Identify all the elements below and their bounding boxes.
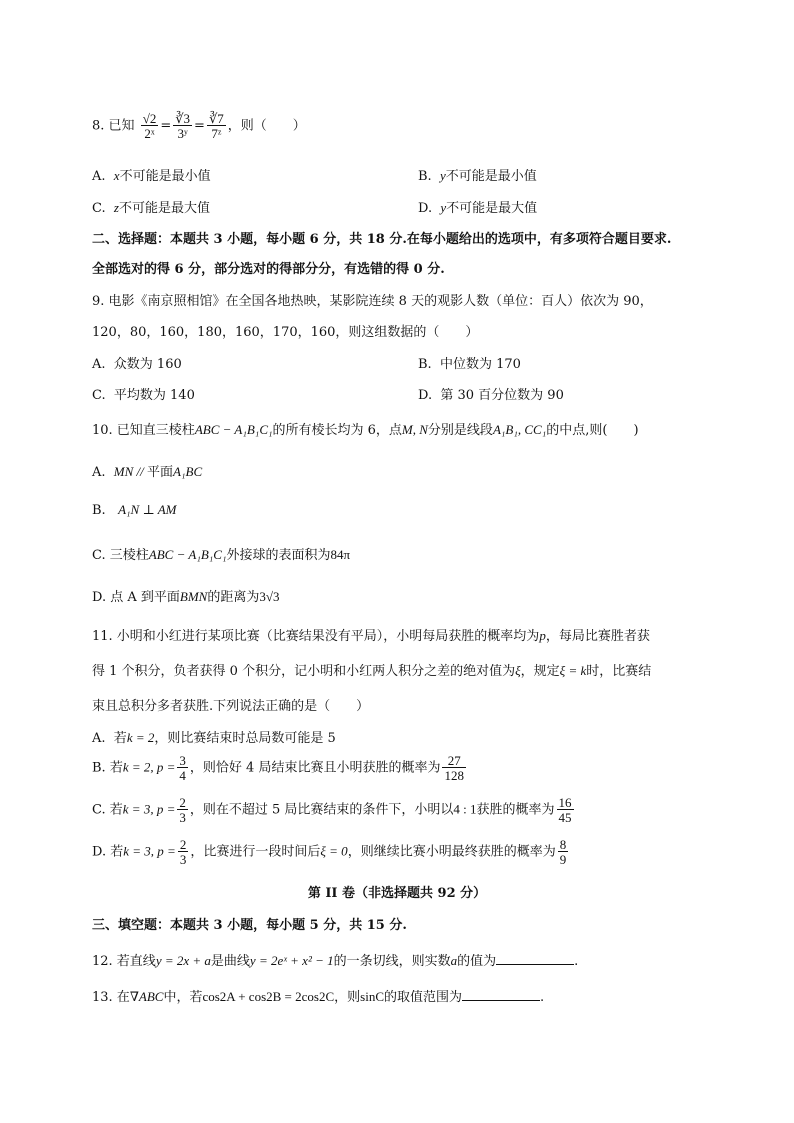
q11-option-a: A. 若k = 2，则比赛结束时总局数可能是 5 [92,730,336,746]
answer-blank[interactable] [462,988,540,1001]
section-2-heading-line1: 二、选择题：本题共 3 小题，每小题 6 分，共 18 分.在每小题给出的选项中，有多项符合题目要求. [92,232,672,247]
answer-blank[interactable] [496,952,574,965]
question-number: 8. [92,118,105,134]
fraction-answer: $\frac{16}{45}$ [558,795,572,825]
question-9-line1: 9. 电影《南京照相馆》在全国各地热映，某影院连续 8 天的观影人数（单位：百人）依次为 90， [92,294,653,309]
q9-option-d: D. 第 30 百分位数为 90 [418,388,564,403]
fraction-p: $\frac{2}{3}$ [179,795,186,825]
q10-option-d: D. 点 A 到平面BMN的距离为3√3 [92,589,280,605]
stem-text: ，则（ ） [227,118,306,134]
q8-option-c: C. z不可能是最大值 [92,200,210,216]
stem-text: 已知 [108,118,135,134]
question-8-stem: 8. 已知 $\frac{√2}{\text{2ˣ}}$ = $\frac{∛3}{\text{3ʸ}}$ = $\frac{∛7}{\text{7ᶻ}}$ ，则（ ） [92,111,306,141]
question-11-line1: 11. 小明和小红进行某项比赛（比赛结果没有平局），小明每局获胜的概率均为p，每局比赛胜者获 [92,628,650,644]
q8-option-b: B. y不可能是最小值 [418,168,537,184]
fraction-p: $\frac{3}{4}$ [179,753,186,783]
q8-option-d: D. y不可能是最大值 [418,200,538,216]
question-12: 12. 若直线y = 2x + a是曲线y = 2eˣ + x² − 1的一条切线，则实数a的值为 . [92,953,579,969]
fraction-answer: $\frac{8}{9}$ [559,837,567,867]
q11-option-d: D. 若k = 3, p = $\frac{2}{3}$ ，比赛进行一段时间后ξ = 0，则继续比赛小明最终获胜的概率为 $\frac{8}{9}$ [92,837,567,867]
fraction-cbrt7: $\frac{∛7}{\text{7ᶻ}}$ [208,111,224,141]
q10-option-c: C. 三棱柱ABC − A₁B₁C₁外接球的表面积为84π [92,547,351,563]
part-2-title: 第 II 卷（非选择题共 92 分） [307,886,487,901]
question-11-line3: 束且总积分多者获胜.下列说法正确的是（ ） [92,699,370,714]
q9-option-b: B. 中位数为 170 [418,357,521,372]
q10-option-b: B. A₁N ⊥ AM [92,502,177,518]
q9-option-a: A. 众数为 160 [92,357,182,372]
question-9-line2: 120，80，160，180，160，170，160，则这组数据的（ ） [92,325,479,340]
fraction-sqrt2: $\frac{√2}{\text{2ˣ}}$ [142,111,157,141]
question-13: 13. 在∇ABC中，若cos2A + cos2B = 2cos2C，则sinC的取值范围为 . [92,989,545,1005]
q8-option-a: A. x不可能是最小值 [92,168,211,184]
fraction-answer: $\frac{27}{128}$ [444,753,464,783]
q11-option-b: B. 若k = 2, p = $\frac{3}{4}$ ，则恰好 4 局结束比赛且小明获胜的概率为 $\frac{27}{128}$ [92,753,464,783]
fraction-cbrt3: $\frac{∛3}{\text{3ʸ}}$ [175,111,191,141]
q11-option-c: C. 若k = 3, p = $\frac{2}{3}$ ，则在不超过 5 局比赛结束的条件下，小明以4 : 1获胜的概率为 $\frac{16}{45}$ [92,795,572,825]
q10-option-a: A. MN // 平面A₁BC [92,464,203,480]
section-3-heading: 三、填空题：本题共 3 小题，每小题 5 分，共 15 分. [92,918,407,933]
section-2-heading-line2: 全部选对的得 6 分，部分选对的得部分分，有选错的得 0 分. [92,262,445,277]
question-10-stem: 10. 已知直三棱柱ABC − A₁B₁C₁的所有棱长均为 6，点M, N分别是线段A₁B₁, CC₁的中点,则( ) [92,422,639,438]
question-11-line2: 得 1 个积分，负者获得 0 个积分，记小明和小红两人积分之差的绝对值为ξ，规定ξ = k时，比赛结 [92,663,652,679]
q9-option-c: C. 平均数为 140 [92,388,195,403]
fraction-p: $\frac{2}{3}$ [179,837,187,867]
